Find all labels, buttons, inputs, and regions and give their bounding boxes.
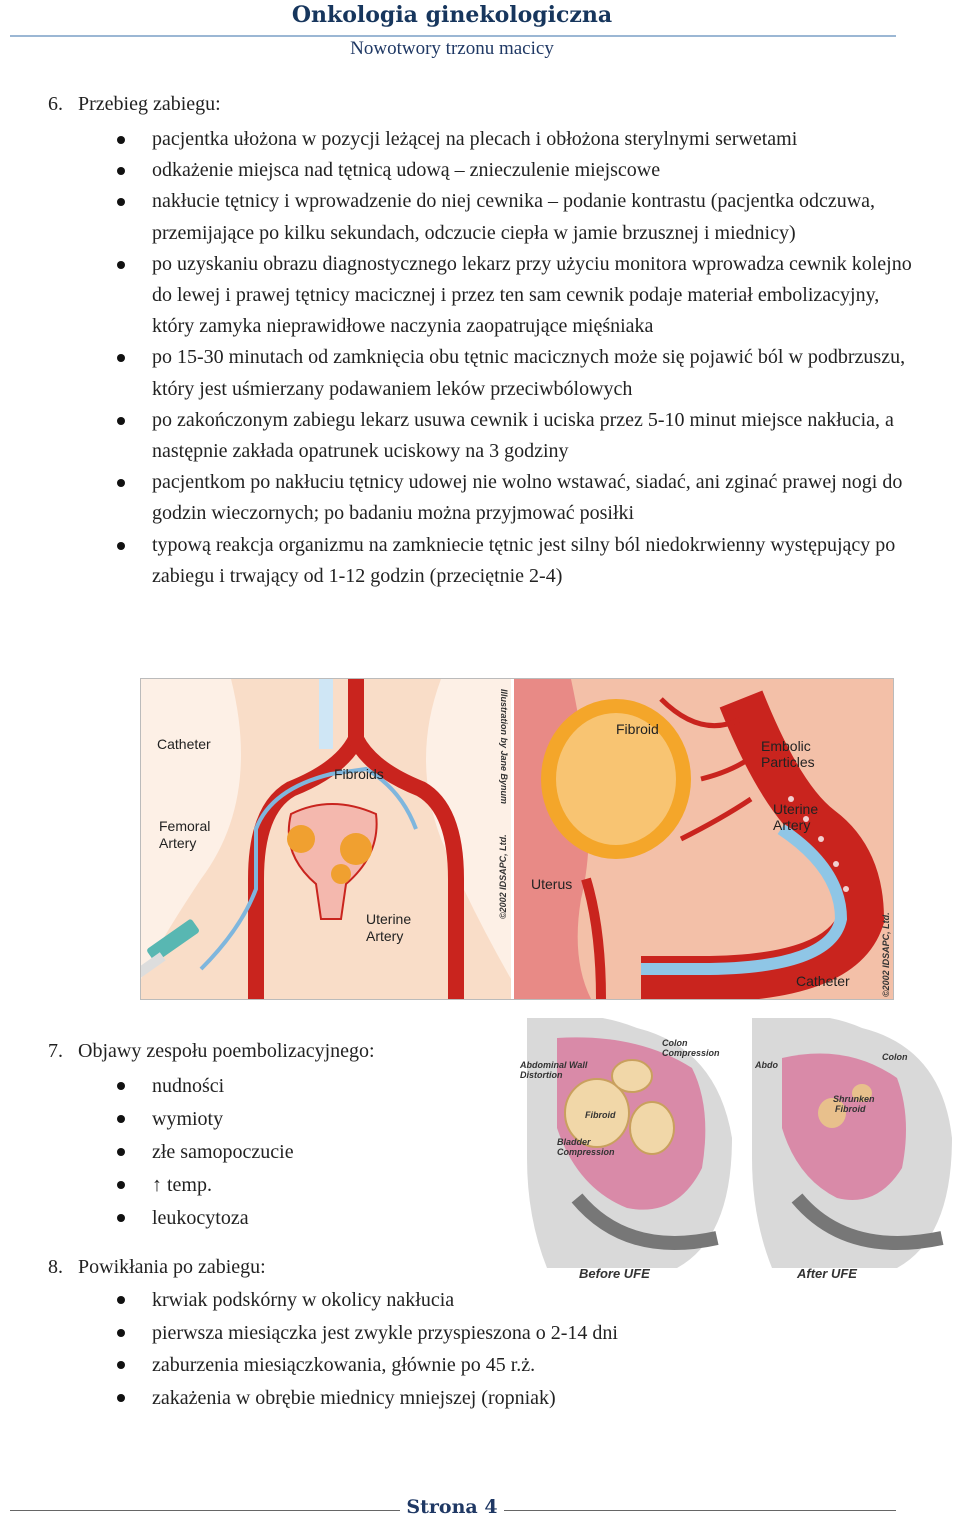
list-item: po zakończonym zabiegu lekarz usuwa cewnik i uciska przez 5-10 minut miejsce nakłucia, a następnie zakłada opatrunek uciskowy na 3 godziny xyxy=(152,405,912,467)
label-uterus: Uterus xyxy=(531,876,573,892)
list-item: po uzyskaniu obrazu diagnostycznego lekarz przy użyciu monitora wprowadza cewnik kolejno do lewej i prawej tętnicy macicznej i przez ten sam cewnik podaje materiał embolizacyjny, który zamyka nieprawidłowe naczynia zaopatrujące mięśniaka xyxy=(152,249,912,343)
list-item: leukocytoza xyxy=(152,1202,492,1235)
section-6-title: Przebieg zabiegu: xyxy=(78,93,221,115)
label-copyright-left: ©2002 IDSAPC, Ltd. xyxy=(498,834,508,919)
label-embolic-1: Embolic xyxy=(761,738,811,754)
after-ufe-diagram xyxy=(752,1018,952,1281)
label-abdominal-after: Abdo xyxy=(755,1060,778,1070)
section-7-list xyxy=(152,1070,492,1235)
label-shrunken-2: Fibroid xyxy=(835,1104,866,1114)
section-7-heading xyxy=(48,1040,375,1063)
list-item: odkażenie miejsca nad tętnicą udową – znieczulenie miejscowe xyxy=(152,155,912,186)
section-8-heading xyxy=(48,1256,266,1279)
list-item: wymioty xyxy=(152,1103,492,1136)
document-subtitle: Nowotwory trzonu macicy xyxy=(350,38,554,59)
label-colon-after: Colon xyxy=(882,1052,908,1062)
label-copyright-right: ©2002 IDSAPC, Ltd. xyxy=(881,912,891,997)
label-abdominal-wall-1: Abdominal Wall xyxy=(520,1060,588,1070)
label-bladder-2: Compression xyxy=(557,1147,615,1157)
section-6-list xyxy=(152,124,912,592)
right-panel-diagram xyxy=(514,679,893,999)
bullet-icon xyxy=(117,1181,125,1189)
bullet-icon xyxy=(117,1296,125,1304)
list-item: pierwsza miesiączka jest zwykle przyspieszona o 2-14 dni xyxy=(152,1317,852,1350)
label-abdominal-wall-2: Distortion xyxy=(520,1070,563,1080)
bullet-icon xyxy=(117,1394,125,1402)
bullet-icon xyxy=(117,1082,125,1090)
bullet-icon xyxy=(117,354,125,362)
header-rule xyxy=(10,35,896,37)
ufe-illustration xyxy=(140,678,894,1000)
label-colon-1: Colon xyxy=(662,1038,688,1048)
label-femoral-2: Artery xyxy=(159,835,197,851)
list-item: pacjentka ułożona w pozycji leżącej na plecach i obłożona sterylnymi serwetami xyxy=(152,124,912,155)
list-item: typową reakcja organizmu na zamkniecie tętnic jest silny ból niedokrwienny występujący po zabiegu i trwający od 1-12 godzin (przeciętnie 2-4) xyxy=(152,530,912,592)
label-shrunken-1: Shrunken xyxy=(833,1094,875,1104)
page-number: Strona 4 xyxy=(406,1496,498,1518)
label-femoral-1: Femoral xyxy=(159,818,211,834)
caption-after-ufe: After UFE xyxy=(797,1266,857,1281)
label-uterine-artery-2: Artery xyxy=(773,817,811,833)
list-item: ↑ temp. xyxy=(152,1169,492,1202)
list-item: krwiak podskórny w okolicy nakłucia xyxy=(152,1284,852,1317)
bullet-icon xyxy=(117,1329,125,1337)
label-uterine-1: Uterine xyxy=(366,911,412,927)
label-uterine-2: Artery xyxy=(366,928,404,944)
label-catheter-right: Catheter xyxy=(796,973,850,989)
bullet-icon xyxy=(117,542,125,550)
before-after-ufe-figure xyxy=(517,1018,957,1286)
bullet-icon xyxy=(117,1361,125,1369)
section-8-title: Powikłania po zabiegu: xyxy=(78,1256,266,1278)
list-item: zakażenia w obrębie miednicy mniejszej (ropniak) xyxy=(152,1382,852,1415)
caption-before-ufe: Before UFE xyxy=(579,1266,650,1281)
label-fibroid-before: Fibroid xyxy=(585,1110,616,1120)
label-fibroid: Fibroid xyxy=(616,721,659,737)
bullet-icon xyxy=(117,261,125,269)
label-bladder-1: Bladder xyxy=(557,1137,591,1147)
label-embolic-2: Particles xyxy=(761,754,815,770)
bullet-icon xyxy=(117,1214,125,1222)
bullet-icon xyxy=(117,198,125,206)
bullet-icon xyxy=(117,1115,125,1123)
section-7-title: Objawy zespołu poembolizacyjnego: xyxy=(78,1040,375,1062)
list-item: zaburzenia miesiączkowania, głównie po 45 r.ż. xyxy=(152,1349,852,1382)
list-item: złe samopoczucie xyxy=(152,1136,492,1169)
list-item: po 15-30 minutach od zamknięcia obu tętnic macicznych może się pojawić ból w podbrzuszu, który jest uśmierzany podawaniem leków przeciwbólowych xyxy=(152,342,912,404)
list-item: nudności xyxy=(152,1070,492,1103)
arrow-up-icon: ↑ xyxy=(152,1174,162,1196)
list-item: pacjentkom po nakłuciu tętnicy udowej nie wolno wstawać, siadać, ani zginać prawej nogi do godzin wieczornych; po badaniu można przyjmować posiłki xyxy=(152,467,912,529)
bullet-icon xyxy=(117,167,125,175)
before-ufe-diagram xyxy=(519,1018,732,1281)
left-panel-diagram xyxy=(141,679,511,999)
section-7-number: 7. xyxy=(48,1040,63,1062)
section-6-heading xyxy=(48,93,221,116)
label-colon-2: Compression xyxy=(662,1048,720,1058)
bullet-icon xyxy=(117,417,125,425)
bullet-icon xyxy=(117,479,125,487)
label-credit: Illustration by Jane Bynum xyxy=(499,689,509,805)
section-8-list xyxy=(152,1284,852,1414)
list-item: nakłucie tętnicy i wprowadzenie do niej cewnika – podanie kontrastu (pacjentka odczuwa, przemijające po kilku sekundach, odczucie ciepła w jamie brzusznej i miednicy) xyxy=(152,186,912,248)
label-catheter: Catheter xyxy=(157,736,211,752)
bullet-icon xyxy=(117,136,125,144)
section-8-number: 8. xyxy=(48,1256,63,1278)
label-uterine-artery-1: Uterine xyxy=(773,801,819,817)
document-title: Onkologia ginekologiczna xyxy=(291,2,613,28)
label-fibroids: Fibroids xyxy=(334,766,384,782)
bullet-icon xyxy=(117,1148,125,1156)
section-6-number: 6. xyxy=(48,93,63,115)
